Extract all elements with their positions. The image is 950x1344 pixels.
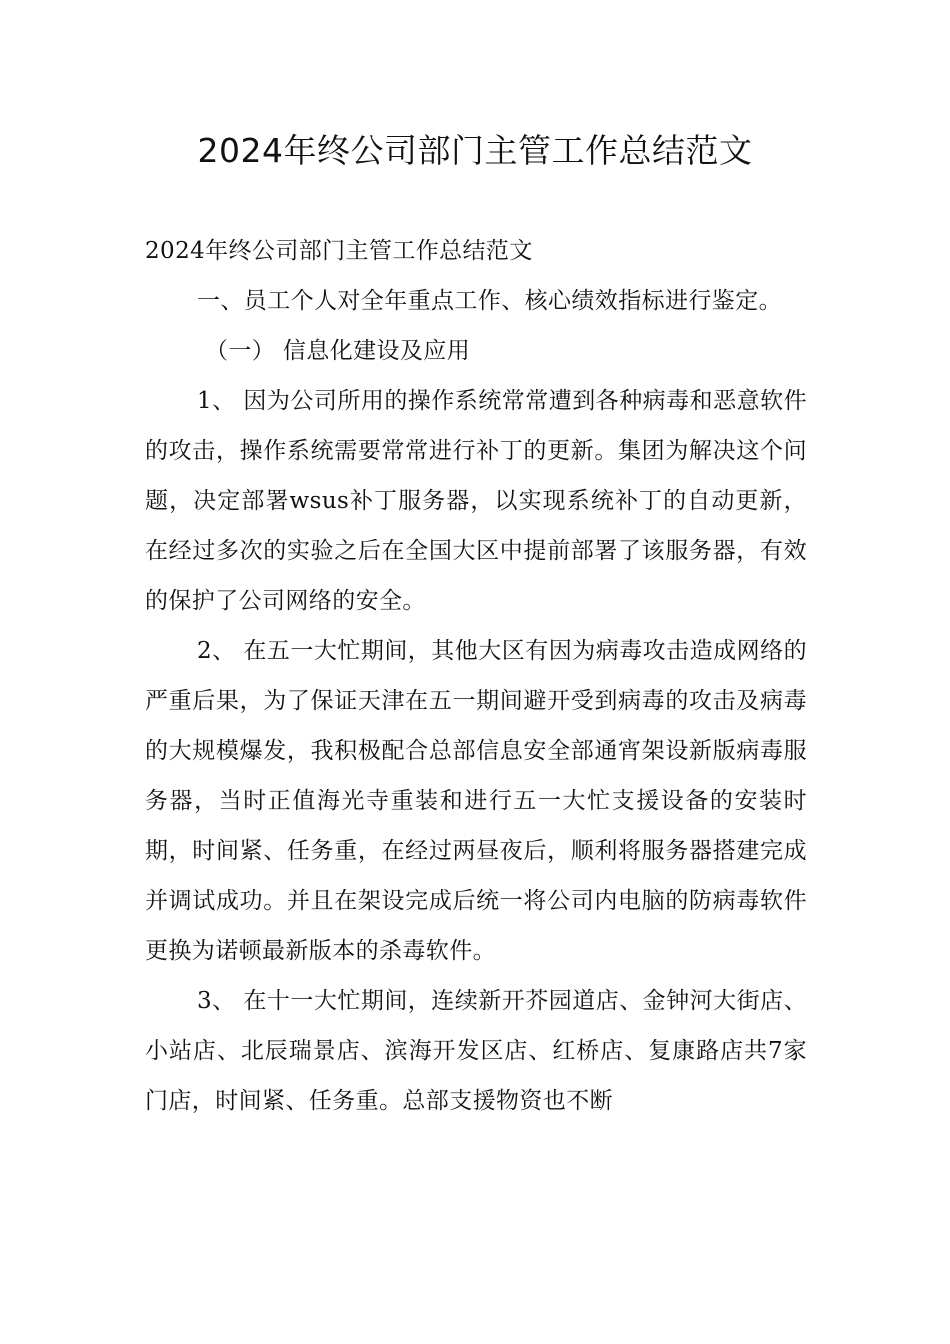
paragraph-item-1: 1、 因为公司所用的操作系统常常遭到各种病毒和恶意软件的攻击，操作系统需要常常进行补丁的更新。集团为解决这个问题，决定部署wsus补丁服务器，以实现系统补丁的自动更新，在经过多次的实验之后在全国大区中提前部署了该服务器，有效的保护了公司网络的安全。	[145, 388, 807, 614]
subsection-heading: （一） 信息化建设及应用	[205, 338, 471, 364]
document-title: 2024年终公司部门主管工作总结范文	[197, 131, 753, 170]
paragraph-item-2: 2、 在五一大忙期间，其他大区有因为病毒攻击造成网络的严重后果，为了保证天津在五一期间避开受到病毒的攻击及病毒的大规模爆发，我积极配合总部信息安全部通宵架设新版病毒服务器，当时正值海光寺重装和进行五一大忙支援设备的安装时期，时间紧、任务重，在经过两昼夜后，顺利将服务器搭建完成并调试成功。并且在架设完成后统一将公司内电脑的防病毒软件更换为诺顿最新版本的杀毒软件。	[145, 638, 807, 964]
paragraph-item-3: 3、 在十一大忙期间，连续新开芥园道店、金钟河大街店、小站店、北辰瑞景店、滨海开发区店、红桥店、复康路店共7家门店，时间紧、任务重。总部支援物资也不断	[145, 988, 807, 1114]
section-heading: 一、员工个人对全年重点工作、核心绩效指标进行鉴定。	[197, 288, 782, 314]
document-body	[145, 226, 807, 1126]
document-subtitle: 2024年终公司部门主管工作总结范文	[145, 238, 533, 264]
